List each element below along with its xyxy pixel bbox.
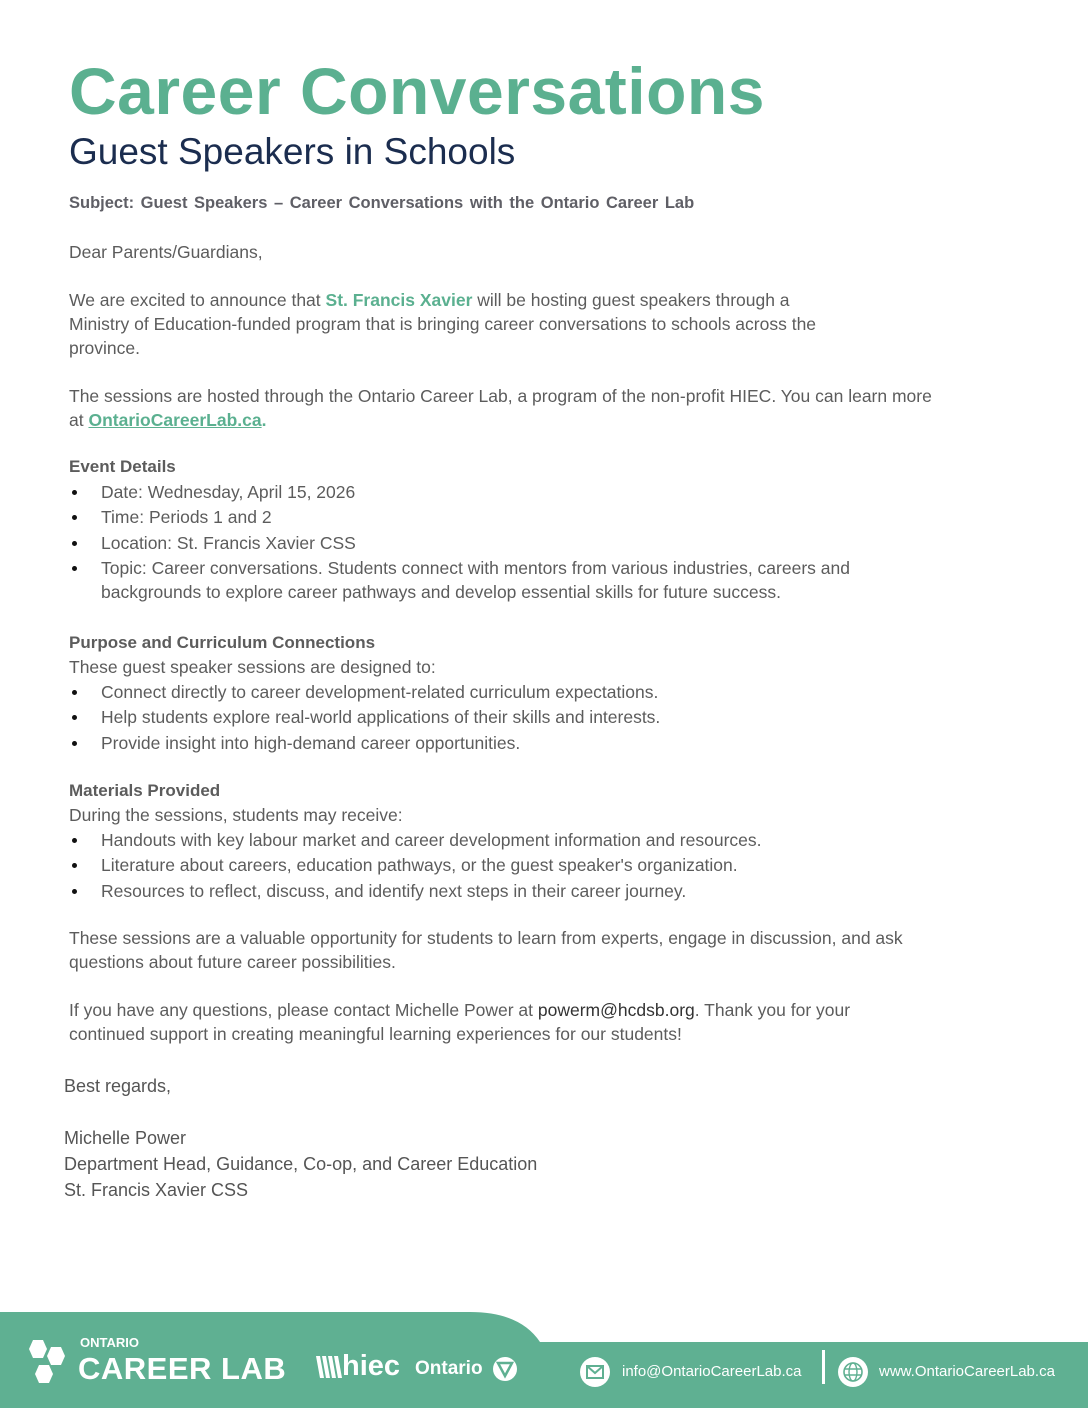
ontario-trillium-icon [492, 1356, 518, 1382]
footer-email-link[interactable]: info@OntarioCareerLab.ca [622, 1363, 802, 1380]
materials-list [69, 828, 969, 904]
greeting: Dear Parents/Guardians, [69, 242, 263, 262]
hosted-line-1: The sessions are hosted through the Ontario Career Lab, a program of the non-profit HIEC. You can learn more [69, 386, 932, 406]
intro-line-2: Ministry of Education-funded program that is bringing career conversations to schools across the [69, 314, 817, 334]
purpose-item: Provide insight into high-demand career opportunities. [69, 731, 969, 756]
logo-career-lab-text: CAREER LAB [78, 1351, 287, 1386]
contact-line-2: continued support in creating meaningful learning experiences for our students! [69, 1024, 682, 1044]
footer-banner [0, 1310, 1088, 1408]
logo-ontario-text: ONTARIO [80, 1335, 139, 1350]
purpose-item: Help students explore real-world applications of their skills and interests. [69, 705, 969, 730]
event-item-date: Date: Wednesday, April 15, 2026 [69, 480, 949, 505]
value-line-1: These sessions are a valuable opportunity for students to learn from experts, engage in discussion, and ask [69, 928, 903, 948]
purpose-heading: Purpose and Curriculum Connections [69, 633, 376, 652]
event-details-list [69, 480, 949, 606]
materials-item: Resources to reflect, discuss, and identify next steps in their career journey. [69, 879, 969, 904]
hosted-paragraph [69, 384, 1069, 432]
page-subtitle: Guest Speakers in Schools [69, 131, 516, 172]
envelope-icon [579, 1356, 611, 1388]
contact-email-link[interactable]: powerm@hcdsb.org [537, 1000, 695, 1020]
event-details-heading: Event Details [69, 457, 176, 476]
footer-divider [822, 1350, 825, 1384]
signer-title: Department Head, Guidance, Co-op, and Career Education [64, 1154, 538, 1174]
closing: Best regards, [64, 1076, 172, 1096]
school-name: St. Francis Xavier [325, 290, 473, 310]
contact-text: If you have any questions, please contact Michelle Power at [69, 1000, 538, 1020]
purpose-intro: These guest speaker sessions are designed to: [69, 657, 436, 677]
materials-heading: Materials Provided [69, 781, 221, 800]
materials-intro: During the sessions, students may receive: [69, 805, 403, 825]
materials-item: Literature about careers, education pathways, or the guest speaker's organization. [69, 853, 969, 878]
subject-line: Subject: Guest Speakers – Career Conversations with the Ontario Career Lab [69, 194, 695, 212]
materials-item: Handouts with key labour market and career development information and resources. [69, 828, 969, 853]
intro-text-after: will be hosting guest speakers through a [472, 290, 790, 310]
intro-line-3: province. [69, 338, 141, 358]
contact-paragraph [69, 998, 850, 1046]
signature-block [64, 1125, 537, 1203]
hiec-logo-icon [316, 1356, 344, 1382]
event-item-topic: Topic: Career conversations. Students connect with mentors from various industries, careers and backgrounds to explore career pathways and develop essential skills for future success. [69, 556, 949, 605]
intro-text: We are excited to announce that [69, 290, 326, 310]
hosted-at: at [69, 410, 89, 430]
signer-name: Michelle Power [64, 1128, 187, 1148]
page-title: Career Conversations [69, 54, 765, 128]
purpose-list [69, 680, 969, 756]
globe-icon [837, 1356, 869, 1388]
ontario-career-lab-link[interactable]: OntarioCareerLab.ca [88, 410, 262, 430]
event-item-location: Location: St. Francis Xavier CSS [69, 531, 949, 556]
hosted-period: . [261, 410, 267, 430]
contact-text-after: . Thank you for your [694, 1000, 851, 1020]
career-lab-logo-icon [27, 1338, 81, 1388]
value-line-2: questions about future career possibilities. [69, 952, 396, 972]
intro-paragraph [69, 288, 1049, 360]
ontario-logo-text: Ontario [415, 1358, 483, 1379]
hiec-logo-text: hiec [342, 1350, 401, 1382]
value-paragraph [69, 926, 903, 974]
event-item-time: Time: Periods 1 and 2 [69, 505, 949, 530]
purpose-item: Connect directly to career development-related curriculum expectations. [69, 680, 969, 705]
footer-website-link[interactable]: www.OntarioCareerLab.ca [879, 1363, 1055, 1380]
signer-school: St. Francis Xavier CSS [64, 1180, 249, 1200]
